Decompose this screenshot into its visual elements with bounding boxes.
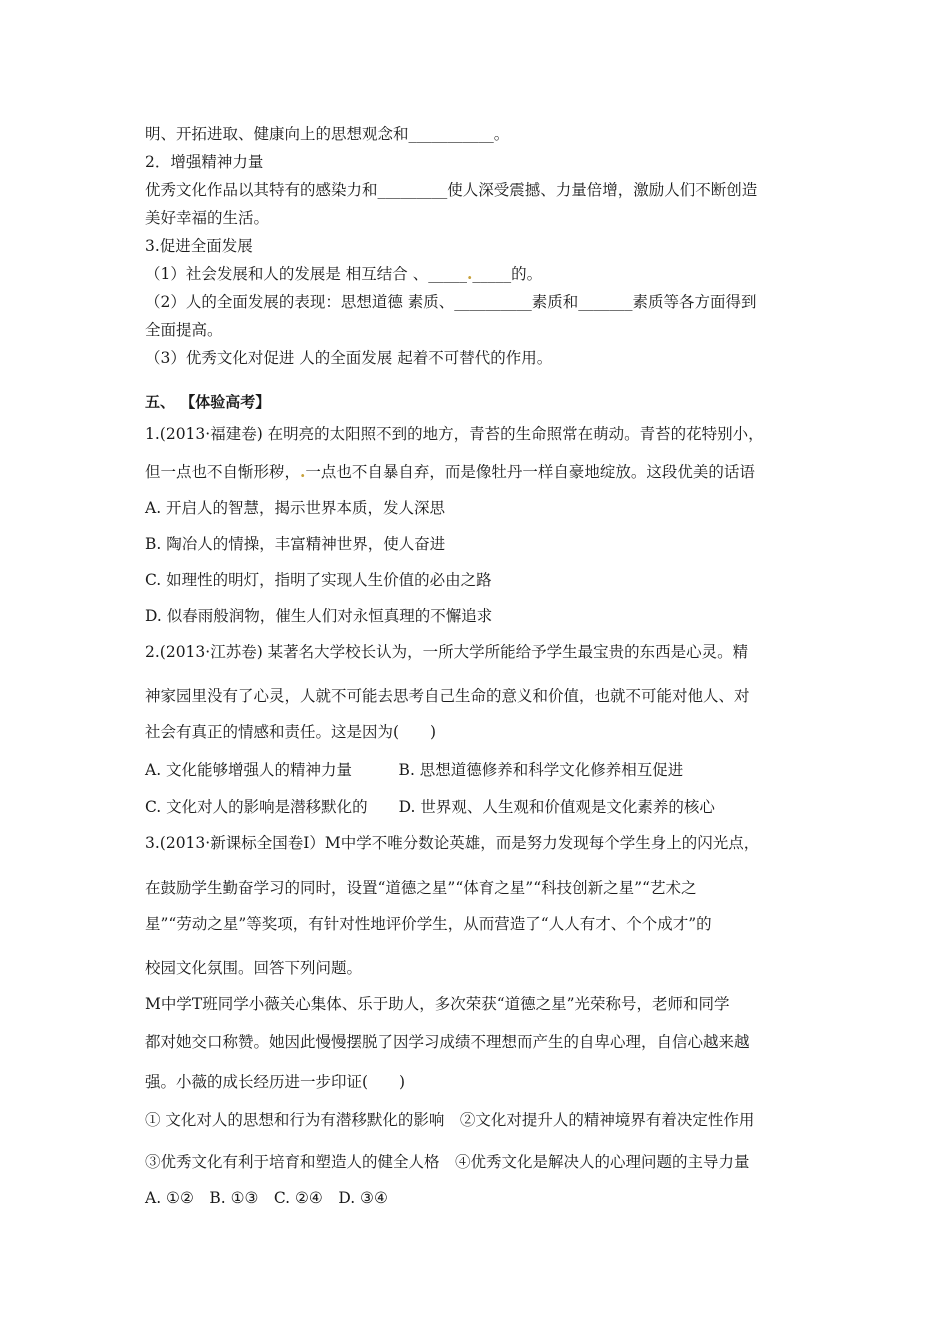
question-line: 2.(2013·江苏卷) 某著名大学校长认为，一所大学所能给予学生最宝贵的东西是心灵。精 (145, 643, 749, 661)
text-segment: _____的。 (472, 265, 543, 283)
question-line: 强。小薇的成长经历进一步印证( ) (145, 1073, 406, 1091)
question-line (145, 462, 755, 482)
statements-row: ③优秀文化有利于培育和塑造人的健全人格 ④优秀文化是解决人的心理问题的主导力量 (145, 1153, 750, 1171)
question-line: 星”“劳动之星”等奖项，有针对性地评价学生，从而营造了“人人有才、个个成才”的 (145, 915, 712, 933)
text-segment: （1）社会发展和人的发展是 相互结合 、_____ (145, 265, 467, 283)
item-title: 2．增强精神力量 (145, 153, 264, 171)
item-title: 3.促进全面发展 (145, 237, 253, 255)
question-line: 1.(2013·福建卷) 在明亮的太阳照不到的地方，青苔的生命照常在萌动。青苔的花特别小， (145, 425, 764, 443)
option-d: D. 似春雨般润物，催生人们对永恒真理的不懈追求 (145, 607, 493, 625)
question-line: 社会有真正的情感和责任。这是因为( ) (145, 723, 437, 741)
text-segment: 但一点也不自惭形秽， (145, 463, 301, 481)
section-heading: 五、 【体验高考】 (145, 393, 271, 411)
statements-row: ① 文化对人的思想和行为有潜移默化的影响 ②文化对提升人的精神境界有着决定性作用 (145, 1111, 755, 1129)
question-line: 校园文化氛围。回答下列问题。 (145, 959, 363, 977)
marker-dot: . (466, 264, 473, 283)
question-line: 都对她交口称赞。她因此慢慢摆脱了因学习成绩不理想而产生的自卑心理，自信心越来越 (145, 1033, 750, 1051)
option-a: A. 开启人的智慧，揭示世界本质，发人深思 (145, 499, 446, 517)
question-line: 在鼓励学生勤奋学习的同时，设置“道德之星”“体育之星”“科技创新之星”“艺术之 (145, 879, 697, 897)
question-line: 3.(2013·新课标全国卷Ⅰ）M中学不唯分数论英雄，而是努力发现每个学生身上的闪光点， (145, 834, 760, 852)
option-b: B. 陶冶人的情操，丰富精神世界，使人奋进 (145, 535, 446, 553)
question-line: 神家园里没有了心灵，人就不可能去思考自己生命的意义和价值，也就不可能对他人、对 (145, 687, 750, 705)
text-segment: 一点也不自暴自弃，而是像牡丹一样自豪地绽放。这段优美的话语 (305, 463, 755, 481)
options-row: A. 文化能够增强人的精神力量 B. 思想道德修养和科学文化修养相互促进 (145, 761, 684, 779)
answer-options: A. ①② B. ①③ C. ②④ D. ③④ (145, 1189, 388, 1207)
options-row: C. 文化对人的影响是潜移默化的 D. 世界观、人生观和价值观是文化素养的核心 (145, 798, 715, 816)
text-line: 美好幸福的生活。 (145, 209, 270, 227)
question-line: M中学T班同学小薇关心集体、乐于助人，多次荣获“道德之星”光荣称号，老师和同学 (145, 995, 730, 1013)
option-c: C. 如理性的明灯，指明了实现人生价值的必由之路 (145, 571, 492, 589)
text-line (145, 264, 542, 284)
text-line: 优秀文化作品以其特有的感染力和_________使人深受震撼、力量倍增，激励人们不断创造 (145, 181, 758, 199)
text-line: （3）优秀文化对促进 人的全面发展 起着不可替代的作用。 (145, 349, 553, 367)
marker-dot: . (300, 462, 306, 481)
text-line: 明、开拓进取、健康向上的思想观念和___________。 (145, 125, 510, 143)
text-line: 全面提高。 (145, 321, 223, 339)
text-line: （2）人的全面发展的表现：思想道德 素质、__________素质和_______素质等各方面得到 (145, 293, 757, 311)
